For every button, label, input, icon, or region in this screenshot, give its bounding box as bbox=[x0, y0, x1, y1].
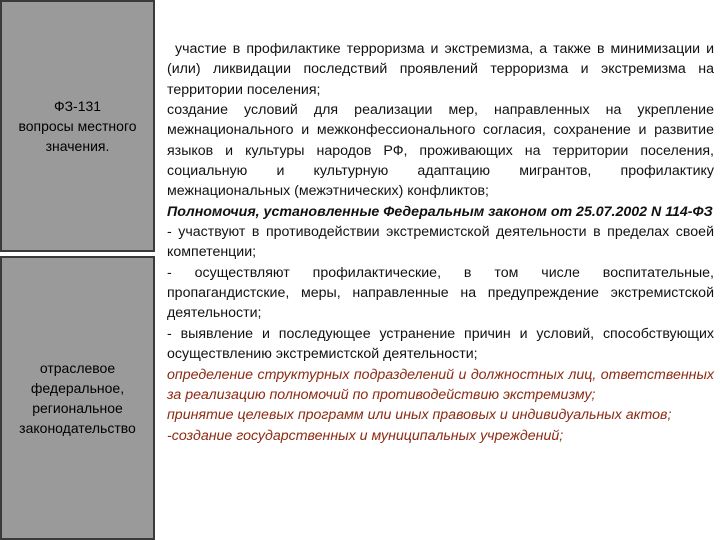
panel-line: вопросы местного bbox=[18, 118, 137, 134]
top-left-panel bbox=[0, 0, 155, 252]
red-list-item: принятие целевых программ или иных правовых и индивидуальных актов; bbox=[167, 407, 672, 424]
list-item: - осуществляют профилактические, в том числе воспитательные, пропагандистские, меры, направленные на предупреждение экстремистской деятельности; bbox=[167, 264, 714, 322]
list-item: - участвуют в противодействии экстремистской деятельности в пределах своей компетенции; bbox=[167, 224, 714, 261]
panel-line: законодательство bbox=[19, 420, 136, 436]
panel-label-top bbox=[2, 96, 153, 156]
red-list-item: -создание государственных и муниципальных учреждений; bbox=[167, 427, 564, 444]
paragraph-conditions: создание условий для реализации мер, направленных на укрепление межнационального и межконфессионального согласия, сохранение и развитие языков и культуры народов РФ, проживающих на территории поселения, социальную и культурную адаптацию мигрантов, профилактику межнациональных (межэтнических) конфликтов; bbox=[167, 102, 714, 200]
main-text-column bbox=[167, 0, 714, 446]
panel-line: федеральное, bbox=[30, 380, 125, 396]
red-list-item: определение структурных подразделений и должностных лиц, ответственных за реализацию полномочий по противодействию экстремизму; bbox=[167, 366, 714, 403]
panel-line: ФЗ-131 bbox=[53, 98, 102, 114]
law-heading: Полномочия, установленные Федеральным законом от 25.07.2002 N 114-ФЗ bbox=[167, 203, 713, 220]
panel-label-bottom bbox=[2, 358, 153, 438]
panel-line: региональное bbox=[32, 400, 123, 416]
list-item: - выявление и последующее устранение причин и условий, способствующих осуществлению экстремистской деятельности; bbox=[167, 325, 714, 363]
panel-line: отраслевое bbox=[39, 360, 116, 376]
bottom-left-panel bbox=[0, 256, 155, 540]
panel-line: значения. bbox=[45, 138, 110, 154]
paragraph-prevention: участие в профилактике терроризма и экстремизма, а также в минимизации и (или) ликвидации последствий проявлений терроризма и экстремизма на территории поселения; bbox=[167, 41, 714, 98]
